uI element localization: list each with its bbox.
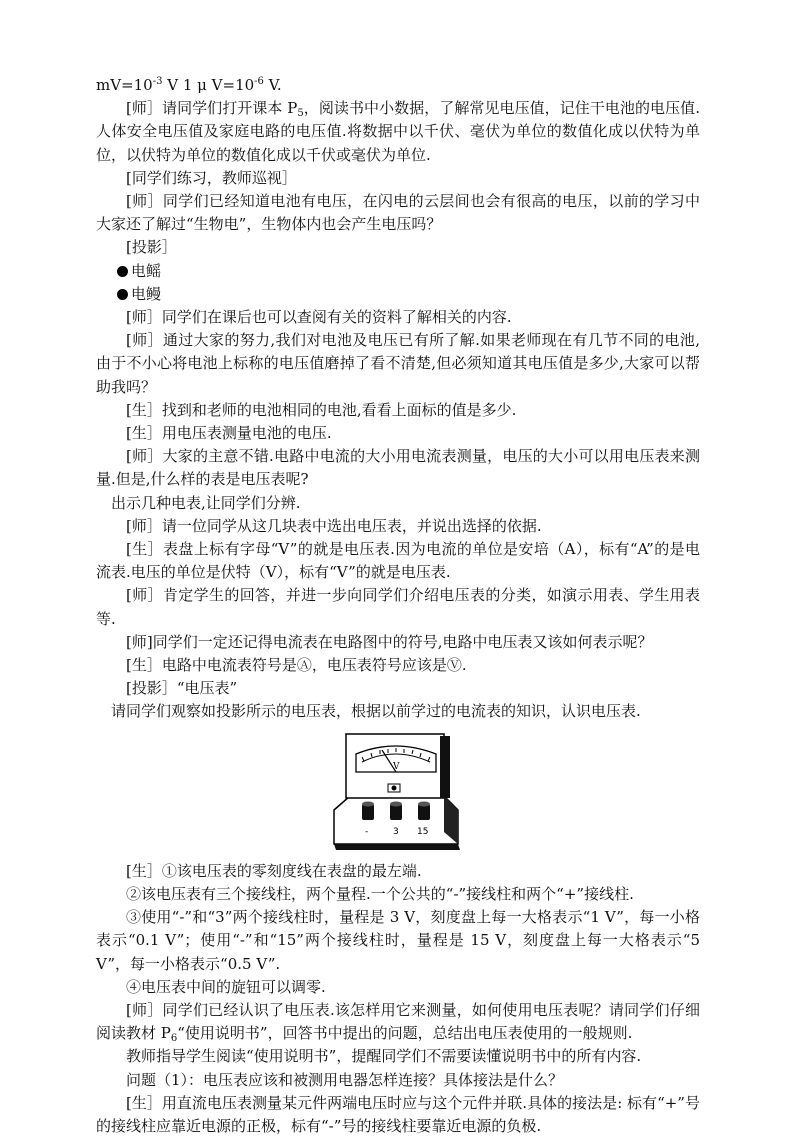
paragraph: [生］用直流电压表测量某元件两端电压时应与这个元件并联.具体的接法是: 标有“+”号的接线柱应靠近电源的正极，标有“-”号的接线柱要靠近电源的负极. bbox=[96, 1093, 700, 1135]
paragraph: [师］大家的主意不错.电路中电流的大小用电流表测量，电压的大小可以用电压表来测量.但是,什么样的表是电压表呢? bbox=[96, 447, 700, 489]
paragraph: 问题（1）：电压表应该和被测用电器怎样连接？具体接法是什么？ bbox=[126, 1070, 564, 1089]
terminal-3 bbox=[390, 801, 402, 820]
paragraph: [生］表盘上标有字母“V”的就是电压表.因为电流的单位是安培（A），标有“A”的是电流表.电压的单位是伏特（V），标有“V”的就是电压表. bbox=[96, 540, 700, 582]
terminal-15 bbox=[418, 801, 430, 820]
terminal-label: 3 bbox=[393, 826, 399, 837]
paragraph: [投影］ bbox=[126, 238, 177, 257]
paragraph: [师］同学们已经知道电池有电压，在闪电的云层间也会有很高的电压，以前的学习中大家还了解过“生物电”，生物体内也会产生电压吗？ bbox=[96, 192, 700, 234]
bullet-item: 电鳗 bbox=[96, 283, 700, 306]
paragraph: 出示几种电表,让同学们分辨. bbox=[111, 493, 301, 512]
document-page bbox=[96, 74, 700, 1138]
terminal-label: 15 bbox=[417, 826, 429, 837]
paragraph: [师］肯定学生的回答，并进一步向同学们介绍电压表的分类，如演示用表、学生用表等. bbox=[96, 586, 700, 628]
terminal-minus bbox=[362, 801, 374, 820]
dial-letter: V bbox=[393, 761, 400, 772]
voltmeter-figure bbox=[96, 732, 700, 852]
paragraph: ④电压表中间的旋钮可以调零. bbox=[126, 977, 326, 996]
paragraph: 教师指导学生阅读“使用说明书”，提醒同学们不需要读懂说明书中的所有内容. bbox=[126, 1047, 642, 1066]
paragraph: [生］找到和老师的电池相同的电池,看看上面标的值是多少. bbox=[126, 400, 517, 419]
bullet-icon bbox=[117, 289, 128, 300]
voltmeter-illustration bbox=[332, 732, 462, 852]
paragraph: 请同学们观察如投影所示的电压表，根据以前学过的电流表的知识，认识电压表. bbox=[111, 702, 641, 721]
paragraph: [同学们练习，教师巡视］ bbox=[126, 168, 297, 187]
paragraph: [师］同学们在课后也可以查阅有关的资料了解相关的内容. bbox=[126, 308, 512, 327]
paragraph: [师］请一位同学从这几块表中选出电压表，并说出选择的依据. bbox=[126, 516, 542, 535]
unit-conversion-line: $mV=10^{-3}$ V 1 μ $V=10^{-6}$ V. bbox=[96, 76, 282, 94]
paragraph: ②该电压表有三个接线柱，两个量程.一个公共的“-”接线柱和两个“+”接线柱. bbox=[126, 884, 634, 903]
paragraph: ③使用“-”和“3”两个接线柱时，量程是 3 V，刻度盘上每一大格表示“1 V”，每一小格表示“0.1 V”；使用“-”和“15”两个接线柱时，量程是 15 V，刻度盘上每一大格表示“5 V”，每一小格表示“0.5 V”. bbox=[96, 908, 700, 973]
paragraph: [生］①该电压表的零刻度线在表盘的最左端. bbox=[126, 861, 422, 880]
paragraph: [师］通过大家的努力,我们对电池及电压已有所了解.如果老师现在有几节不同的电池,由于不小心将电池上标称的电压值磨掉了看不清楚,但必须知道其电压值是多少,大家可以帮助我吗？ bbox=[96, 331, 700, 396]
bullet-icon bbox=[117, 266, 128, 277]
paragraph: [生］用电压表测量电池的电压. bbox=[126, 424, 332, 443]
bullet-item: 电鳐 bbox=[96, 260, 700, 283]
paragraph: [师]同学们一定还记得电流表在电路图中的符号,电路中电压表又该如何表示呢？ bbox=[126, 632, 653, 651]
paragraph: [师］同学们已经认识了电压表.该怎样用它来测量，如何使用电压表呢？请同学们仔细阅读教材 $P_6“$使用说明书”，回答书中提出的问题，总结出电压表使用的一般规则. bbox=[96, 1000, 700, 1045]
paragraph: [师］请同学们打开课本 $P_5$，阅读书中小数据，了解常见电压值，记住干电池的电压值.人体安全电压值及家庭电路的电压值.将数据中以千伏、毫伏为单位的数值化成以伏特为单位，以伏特为单位的数值化成以千伏或毫伏为单位. bbox=[96, 99, 700, 164]
paragraph: [生］电路中电流表符号是Ⓐ，电压表符号应该是Ⓥ. bbox=[126, 656, 467, 675]
terminal-label: - bbox=[365, 826, 369, 837]
paragraph: [投影］“电压表” bbox=[126, 679, 238, 698]
